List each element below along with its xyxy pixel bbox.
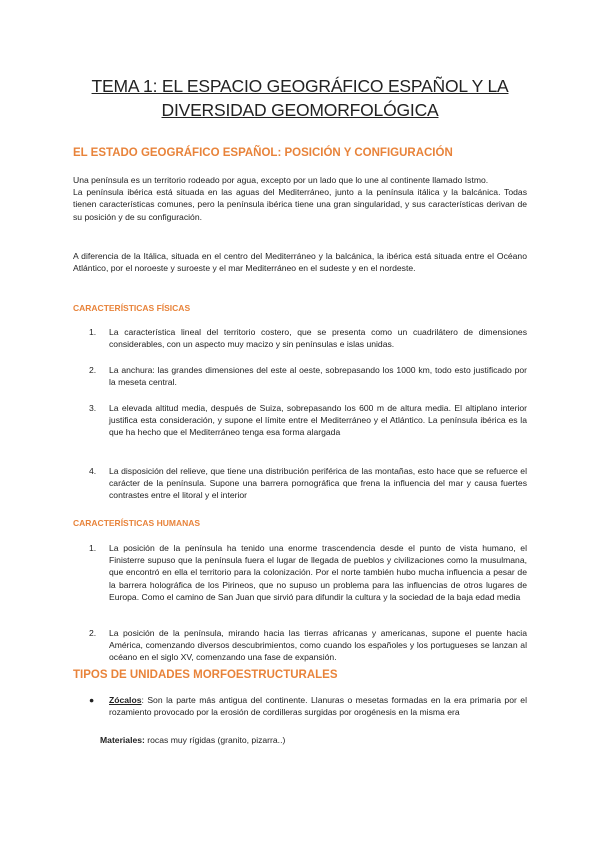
list-number: 3. <box>89 403 97 413</box>
section-heading-estado: EL ESTADO GEOGRÁFICO ESPAÑOL: POSICIÓN Y CONFIGURACIÓN <box>73 147 453 159</box>
document-title <box>60 74 540 122</box>
subheading-humanas: CARACTERÍSTICAS HUMANAS <box>73 518 201 528</box>
materiales-label: Materiales: <box>100 735 145 745</box>
section-heading-unidades: TIPOS DE UNIDADES MORFOESTRUCTURALES <box>73 669 338 681</box>
zocalos-text: : Son la parte más antigua del continente. Llanuras o mesetas formadas en la era primaria por el rozamiento provocado por la erosión de cordilleras surgidas por orogénesis en la misma era <box>109 695 527 718</box>
list-item-humana-2: La posición de la península, mirando hacia las tierras africanas y americanas, supone el puente hacia América, comenzando diversos descubrimientos, como cuando los españoles y los portugueses se lanzan al océano en el siglo XV, comenzando una fase de expansión. <box>109 628 527 663</box>
zocalos-term: Zócalos <box>109 695 142 705</box>
list-number: 2. <box>89 365 97 375</box>
list-number: 4. <box>89 466 97 476</box>
list-item-fisica-3: La elevada altitud media, después de Suiza, sobrepasando los 600 m de altura media. El altiplano interior justifica esta consideración, y supone el límite entre el Mediterráneo y el Atlántico. La península ibérica es la que ha hecho que el Mediterráneo tenga esa forma alargada <box>109 403 527 438</box>
list-item-humana-1: La posición de la península ha tenido una enorme trascendencia desde el punto de vista humano, el Finisterre supuso que la península fuera el lugar de llegada de pueblos y civilizaciones como la musulmana, que encontró en ella el territorio para la colonización. Por el norte también hubo mucha influencia a pesar de la barrera holográfica de los Pirineos, que no supuso un problema para las influencias de otros lugares de Europa. Como el camino de San Juan que sirvió para difundir la cultura y la sociedad de la baja edad media <box>109 543 527 602</box>
list-item-fisica-2: La anchura: las grandes dimensiones del este al oeste, sobrepasando los 1000 km, todo esto justificado por la meseta central. <box>109 365 527 388</box>
subheading-fisicas: CARACTERÍSTICAS FÍSICAS <box>73 303 191 313</box>
materiales-text: rocas muy rígidas (granito, pizarra..) <box>144 735 286 745</box>
list-item-zocalos <box>109 694 527 718</box>
list-number: 1. <box>89 543 97 553</box>
title-line-2: DIVERSIDAD GEOMORFOLÓGICA <box>161 100 439 120</box>
materiales-line <box>100 734 285 746</box>
bullet-icon: ● <box>89 695 95 705</box>
list-item-fisica-1: La característica lineal del territorio costero, que se presenta como un cuadrilátero de dimensiones considerables, con un aspecto muy macizo y sin penínsulas e islas unidas. <box>109 327 527 350</box>
intro-paragraphs <box>73 174 527 223</box>
list-number: 2. <box>89 628 97 638</box>
title-line-1: TEMA 1: EL ESPACIO GEOGRÁFICO ESPAÑOL Y LA <box>91 76 509 96</box>
paragraph-mediterraneo: La península ibérica está situada en las aguas del Mediterráneo, junto a la península itálica y la balcánica. Todas tienen características comunes, pero la península ibérica tiene una gran singularidad, y sus características derivan de su posición y de su configuración. <box>73 187 527 222</box>
paragraph-peninsula: Una península es un territorio rodeado por agua, excepto por un lado que lo une al continente llamado Istmo. <box>73 175 489 185</box>
paragraph-diferencia: A diferencia de la Itálica, situada en el centro del Mediterráneo y la balcánica, la ibérica está situada entre el Océano Atlántico, por el noroeste y suroeste y el mar Mediterráneo en el sudeste y en el nordeste. <box>73 251 527 274</box>
list-number: 1. <box>89 327 97 337</box>
list-item-fisica-4: La disposición del relieve, que tiene una distribución periférica de las montañas, esto hace que se refuerce el carácter de la península. Supone una barrera pornográfica que frena la influencia del mar y causa fuertes contrastes entre el litoral y el interior <box>109 466 527 501</box>
